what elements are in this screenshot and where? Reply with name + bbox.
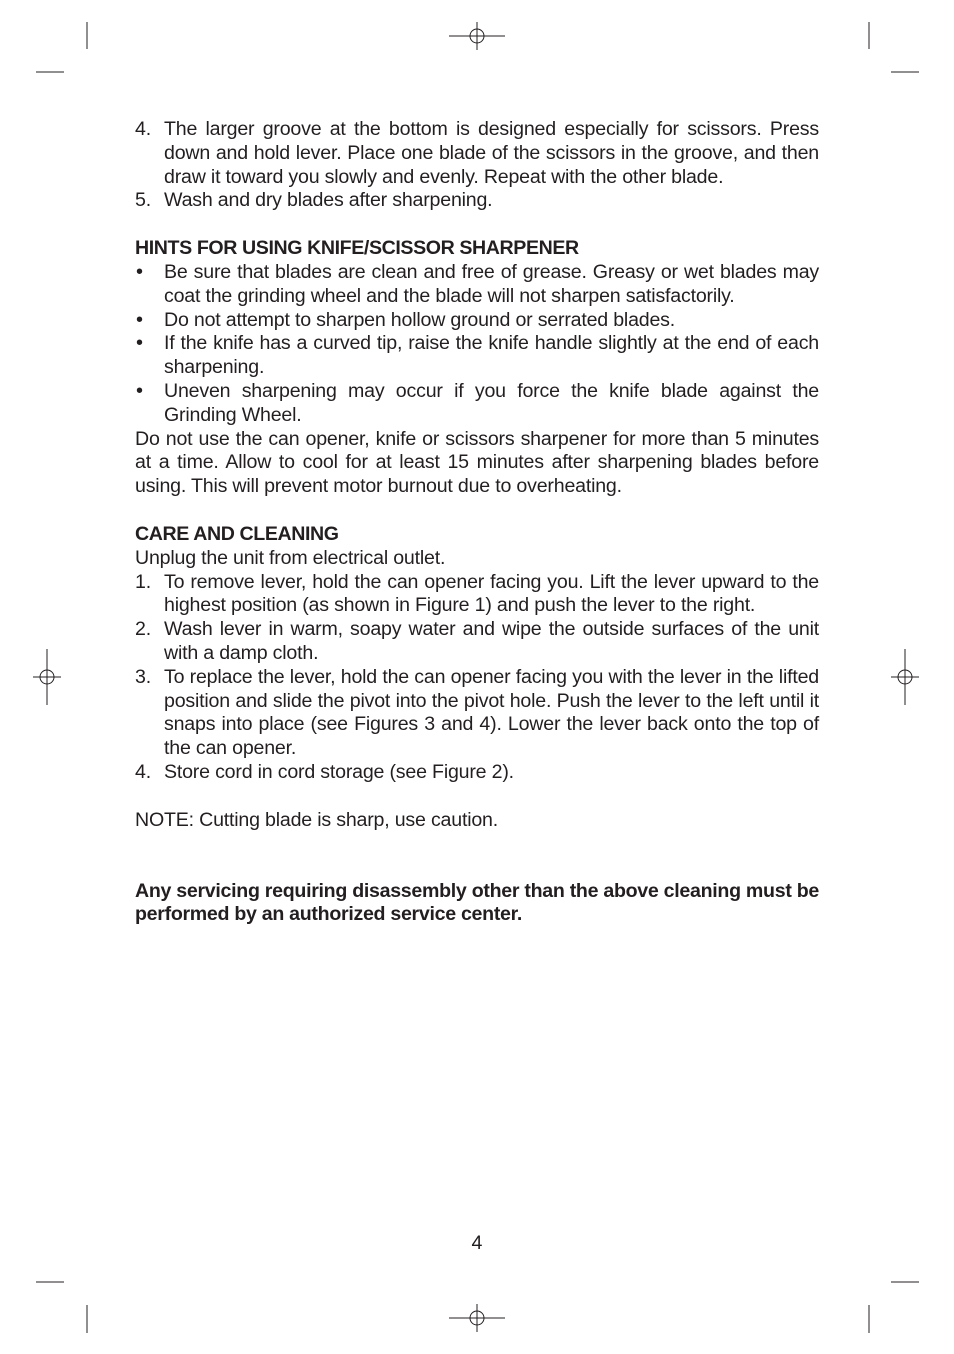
list-item-care-step-1 bbox=[135, 571, 819, 619]
hint-text: Uneven sharpening may occur if you force the knife blade against the Grinding Wheel. bbox=[164, 379, 819, 426]
caution-note: NOTE: Cutting blade is sharp, use caution. bbox=[135, 808, 498, 831]
step-number: 1. bbox=[135, 570, 151, 593]
bullet-icon: • bbox=[136, 260, 143, 283]
hint-text: If the knife has a curved tip, raise the knife handle slightly at the end of each sharpening. bbox=[164, 332, 819, 379]
hint-text: Be sure that blades are clean and free of grease. Greasy or wet blades may coat the grinding wheel and the blade will not sharpen satisfactorily. bbox=[164, 260, 819, 307]
list-item-step-5 bbox=[135, 189, 819, 213]
hints-heading: HINTS FOR USING KNIFE/SCISSOR SHARPENER bbox=[135, 237, 579, 260]
bullet-icon: • bbox=[136, 332, 143, 355]
list-item-care-step-4 bbox=[135, 761, 819, 785]
bullet-icon: • bbox=[136, 379, 143, 402]
step-text: To replace the lever, hold the can opener facing you with the lever in the lifted position and slide the pivot into the pivot hole. Push the lever to the left until it snaps into place (see Figures 3 and 4). Lower the lever back onto the top of the can opener. bbox=[164, 665, 819, 760]
step-text: To remove lever, hold the can opener facing you. Lift the lever upward to the highest position (as shown in Figure 1) and push the lever to the right. bbox=[164, 570, 819, 617]
hint-text: Do not attempt to sharpen hollow ground or serrated blades. bbox=[164, 308, 676, 331]
step-number: 3. bbox=[135, 665, 151, 688]
list-item-care-step-3 bbox=[135, 666, 819, 761]
hint-item bbox=[135, 261, 819, 309]
step-text: Wash and dry blades after sharpening. bbox=[164, 189, 493, 212]
usage-warning: Do not use the can opener, knife or scissors sharpener for more than 5 minutes at a time. Allow to cool for at least 15 minutes after sharpening blades before using. This will prevent motor burnout due to overheating. bbox=[135, 427, 819, 498]
hint-item bbox=[135, 309, 819, 333]
step-number: 4. bbox=[135, 118, 151, 140]
list-item-step-4 bbox=[135, 118, 819, 189]
care-intro: Unplug the unit from electrical outlet. bbox=[135, 546, 446, 569]
hint-item bbox=[135, 380, 819, 428]
service-notice: Any servicing requiring disassembly other than the above cleaning must be performed by an authorized service center. bbox=[135, 879, 819, 926]
step-number: 4. bbox=[135, 760, 151, 783]
bullet-icon: • bbox=[136, 308, 143, 331]
care-heading: CARE AND CLEANING bbox=[135, 522, 339, 545]
page-content bbox=[135, 118, 819, 927]
step-text: Store cord in cord storage (see Figure 2). bbox=[164, 760, 514, 783]
hint-item bbox=[135, 332, 819, 380]
list-item-care-step-2 bbox=[135, 618, 819, 666]
step-number: 5. bbox=[135, 189, 151, 212]
spacer bbox=[135, 833, 819, 880]
page-number: 4 bbox=[471, 1232, 483, 1254]
spacer bbox=[135, 785, 819, 809]
step-text: Wash lever in warm, soapy water and wipe the outside surfaces of the unit with a damp cloth. bbox=[164, 618, 819, 664]
step-text: The larger groove at the bottom is designed especially for scissors. Press down and hold lever. Place one blade of the scissors in the groove, and then draw it toward you slowly and evenly. Repeat with the other blade. bbox=[164, 118, 819, 188]
step-number: 2. bbox=[135, 618, 151, 641]
